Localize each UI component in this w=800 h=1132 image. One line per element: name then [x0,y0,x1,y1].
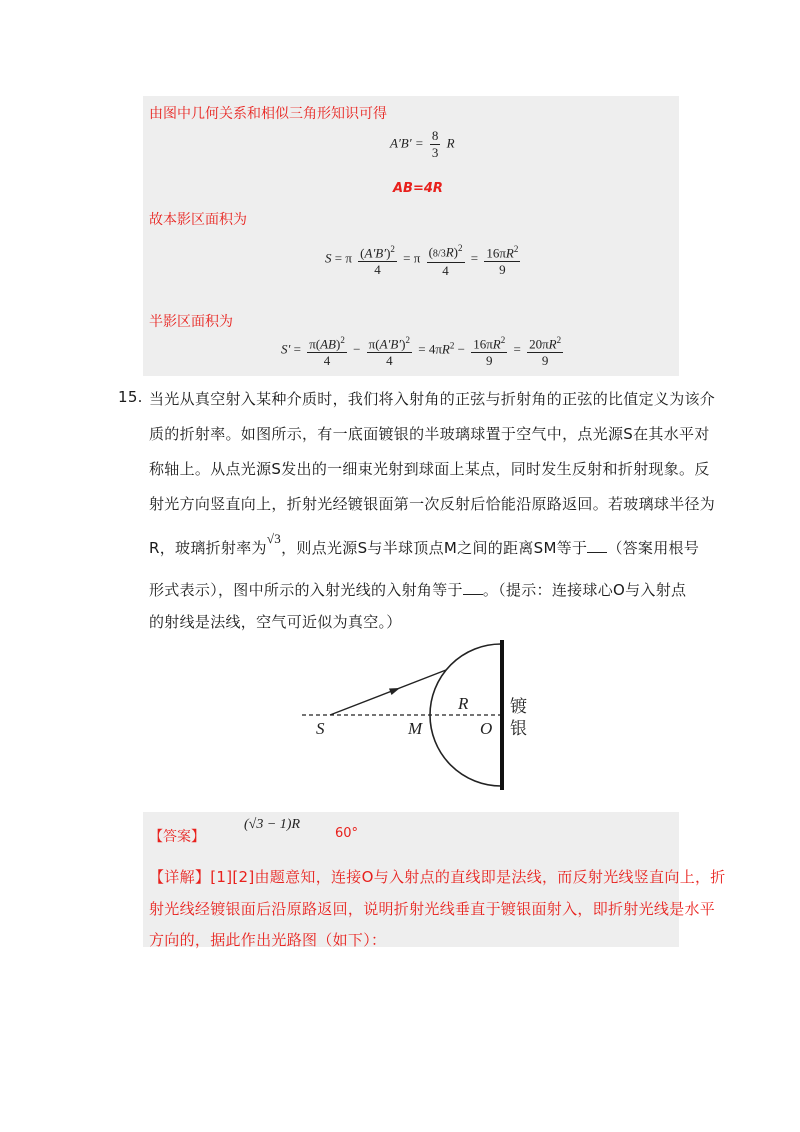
label-o: O [480,719,493,738]
detail-line-3: 方向的，据此作出光路图（如下）： [149,931,387,949]
answer-blank-1[interactable] [587,538,607,553]
answer-blank-2[interactable] [463,580,483,595]
sqrt3-value: √3 [266,531,282,546]
detail-label: 【详解】 [149,868,211,886]
equation-penumbra-area: S′ = $\frac{\pi(AB)^2}{4}$ − $\frac{\pi(A'B')^2}{4}$ = $4\pi R^2$ − $\frac{16\pi R^2}{9}$ = $\frac{20\pi R^2}{9}$ [281,332,566,369]
label-m: M [408,719,423,738]
label-r: R [458,694,469,713]
question-line-1: 当光从真空射入某种介质时，我们将入射角的正弦与折射角的正弦的比值定义为该介 [149,390,716,408]
question-line-2: 质的折射率。如图所示，有一底面镀银的半玻璃球置于空气中，点光源S在其水平对 [149,425,710,443]
question-line-4: 射光方向竖直向上，折射光经镀银面第一次反射后恰能沿原路返回。若玻璃球半径为 [149,495,716,513]
label-silver-1: 镀 [510,697,527,717]
question-line-6: 形式表示），图中所示的入射光线的入射角等于 。（提示：连接球心O与入射点 [149,581,687,599]
hemisphere-diagram [290,630,550,800]
detail-line-1: 【详解】[1][2]由题意知，连接O与入射点的直线即是法线，而反射光线竖直向上，折 [149,868,726,886]
question-line-3: 称轴上。从点光源S发出的一细束光射到球面上某点，同时发生反射和折射现象。反 [149,460,710,478]
question-line-5: R，玻璃折射率为√3，则点光源S与半球顶点M之间的距离SM等于 （答案用根号 [149,531,700,557]
question-line-7: 的射线是法线，空气可近似为真空。） [149,613,402,631]
incident-ray [330,670,446,715]
answer-value-1: (√3 − 1)R [244,817,301,832]
equation-umbra-area: S = π $\frac{(A'B')^2}{4}$ = π $\frac{(8/3R)^2}{4}$ = $\frac{16\pi R^2}{9}$ [325,240,523,279]
solution-line-umbra: 故本影区面积为 [149,212,247,228]
solution-line-geometry: 由图中几何关系和相似三角形知识可得 [149,106,387,122]
detail-line-2: 射光线经镀银面后沿原路返回，说明折射光线垂直于镀银面射入，即折射光线是水平 [149,900,716,918]
answer-label: 【答案】 [149,829,205,845]
solution-line-penumbra: 半影区面积为 [149,314,233,330]
equation-ab-prime: A′B′ = $\frac{8}{3}$ R [390,128,455,160]
equation-ab: AB=4R [393,181,443,196]
label-silver-2: 银 [510,719,527,739]
question-number: 15. [118,388,143,406]
label-s: S [316,719,325,738]
ray-arrow-icon [389,688,400,695]
answer-value-2: 60° [335,826,359,841]
